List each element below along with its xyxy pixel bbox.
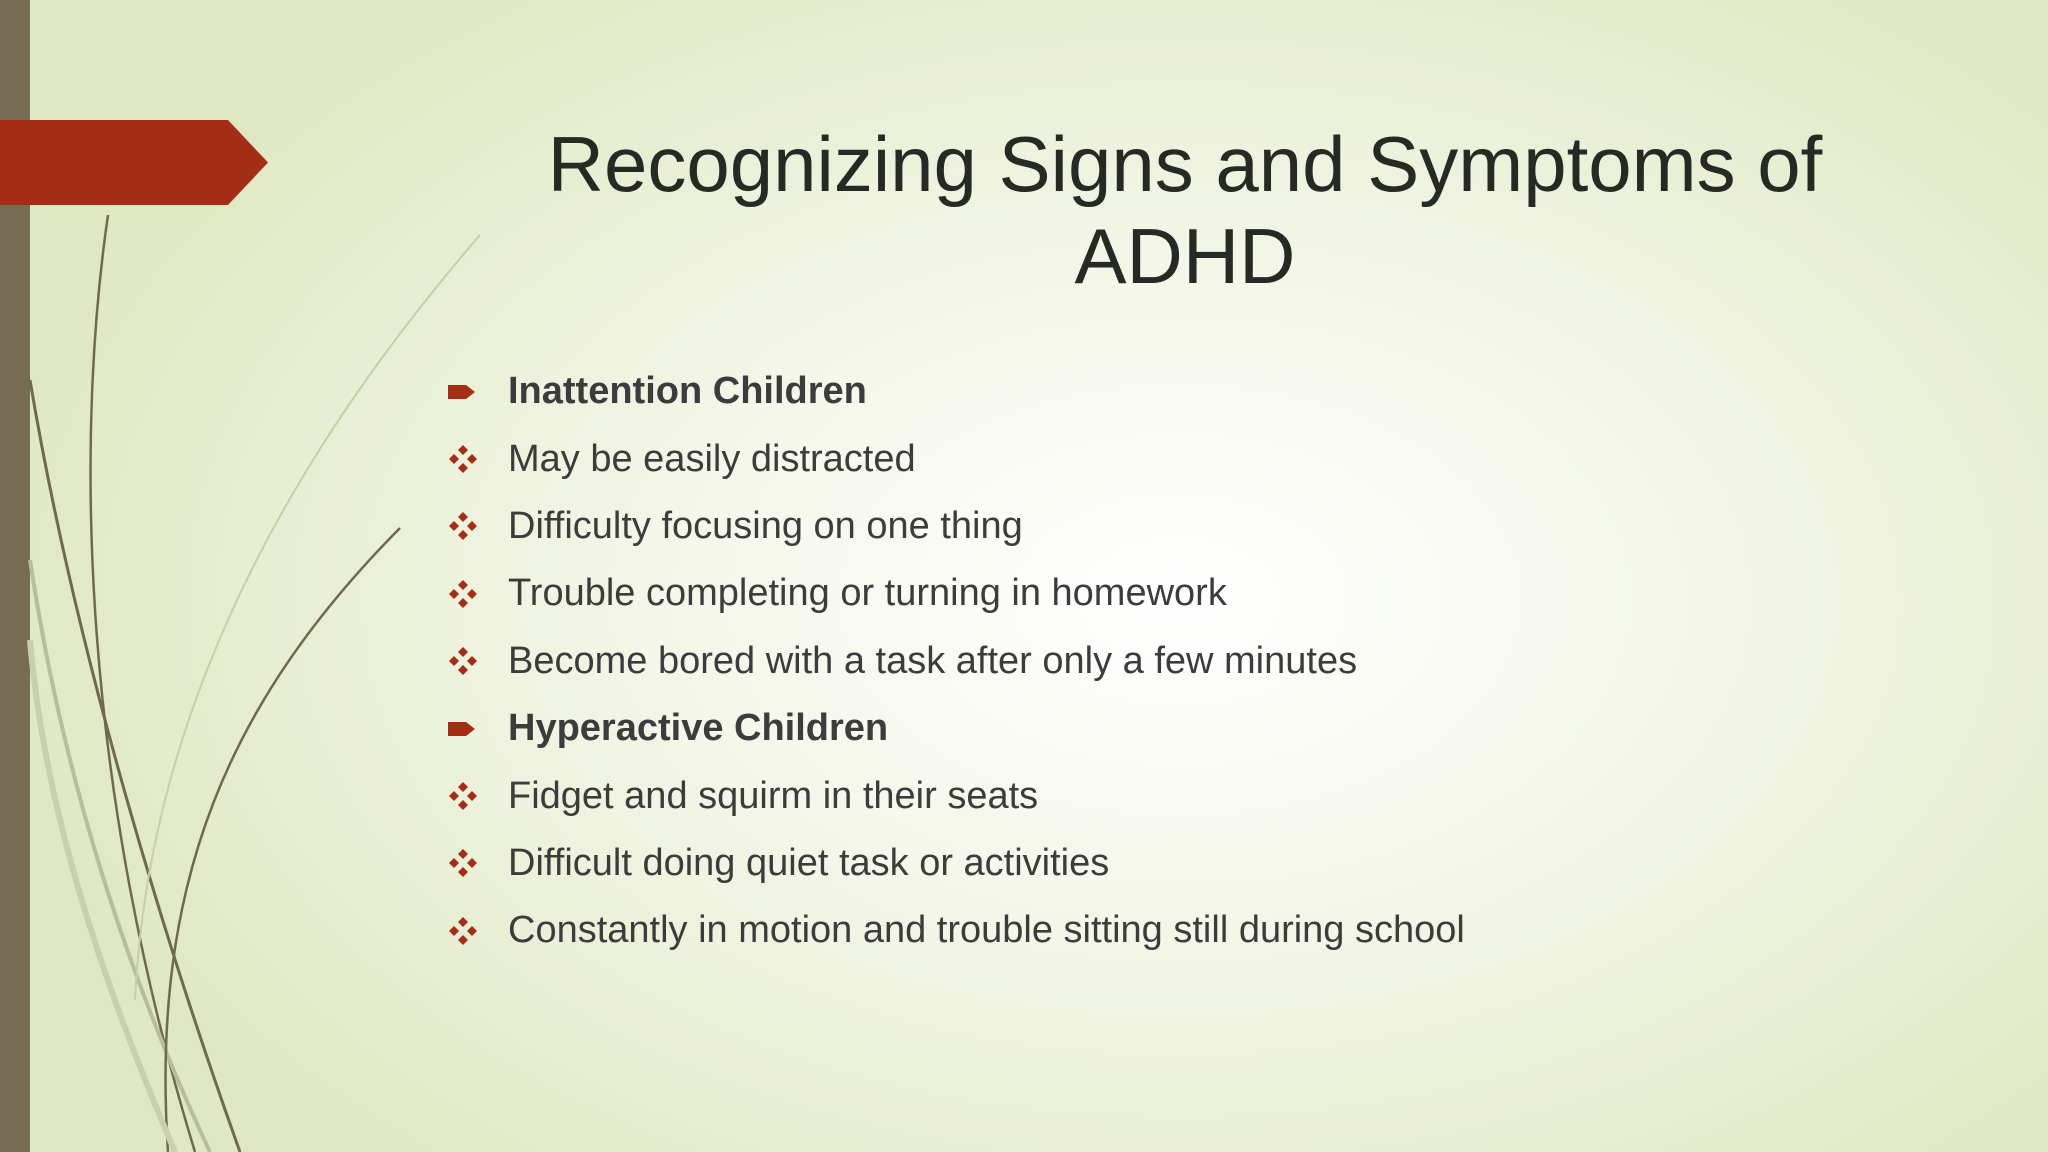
list-item (448, 425, 2008, 492)
list-item-text: Inattention Children (508, 370, 867, 413)
diamond-bullet-icon (448, 444, 508, 474)
list-item (448, 695, 2008, 762)
list-item-text: Fidget and squirm in their seats (508, 774, 1039, 817)
list-item-text: Difficult doing quiet task or activities (508, 841, 1110, 884)
list-item (448, 830, 2008, 897)
list-item-text: Constantly in motion and trouble sitting still during school (508, 909, 1465, 952)
title-line-2: ADHD (1074, 212, 1296, 300)
list-item (448, 560, 2008, 627)
diamond-bullet-icon (448, 916, 508, 946)
curve-2 (30, 380, 240, 1152)
list-item-text: Difficulty focusing on one thing (508, 504, 1023, 547)
list-item-text: Hyperactive Children (508, 707, 889, 750)
list-item-text: May be easily distracted (508, 437, 916, 480)
slide-title (520, 118, 1850, 302)
list-item-text: Become bored with a task after only a few minutes (508, 639, 1358, 682)
list-item (448, 358, 2008, 425)
curve-3 (30, 560, 210, 1152)
diamond-bullet-icon (448, 848, 508, 878)
bullet-list (448, 358, 2008, 965)
list-item-text: Trouble completing or turning in homework (508, 572, 1227, 615)
list-item (448, 493, 2008, 560)
diamond-bullet-icon (448, 646, 508, 676)
diamond-bullet-icon (448, 511, 508, 541)
curve-4 (166, 528, 400, 1152)
red-arrow-tab (0, 120, 270, 205)
list-item (448, 762, 2008, 829)
list-item (448, 897, 2008, 964)
diamond-bullet-icon (448, 781, 508, 811)
list-item (448, 628, 2008, 695)
curve-1 (91, 215, 195, 1152)
diamond-bullet-icon (448, 579, 508, 609)
curve-6 (30, 640, 175, 1152)
arrow-bullet-icon (448, 383, 508, 401)
title-line-1: Recognizing Signs and Symptoms of (547, 120, 1823, 208)
arrow-bullet-icon (448, 720, 508, 738)
